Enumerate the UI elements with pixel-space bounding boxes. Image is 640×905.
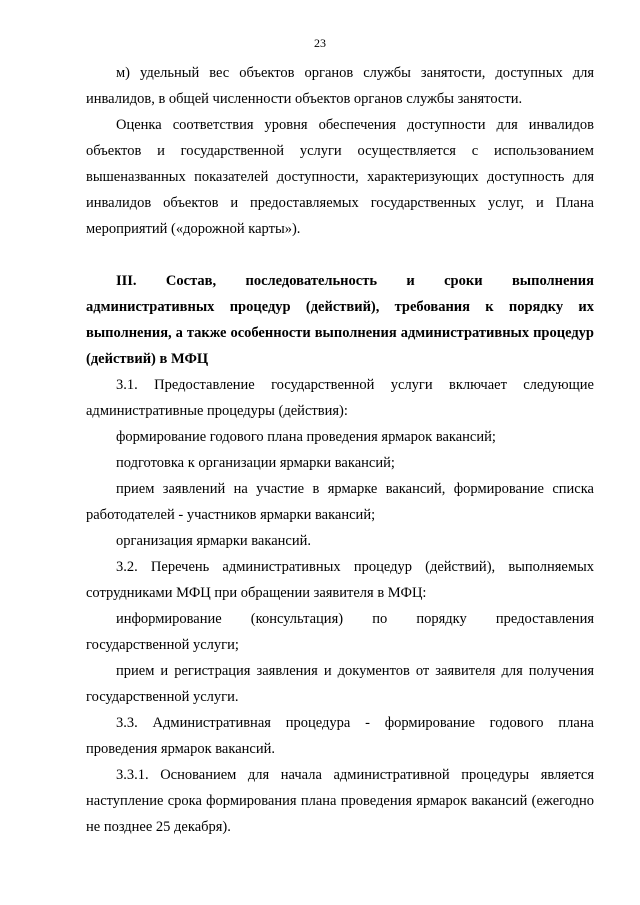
list-item-preparation: подготовка к организации ярмарки вакансий; [116,455,395,471]
paragraph-3-2: 3.2. Перечень административных процедур (действий), выполняемых сотрудниками МФЦ при обращении заявителя в МФЦ: [86,559,594,601]
list-item-applications: прием заявлений на участие в ярмарке вакансий, формирование списка работодателей - участников ярмарки вакансий; [86,481,594,523]
paragraph-accessibility-assessment: Оценка соответствия уровня обеспечения доступности для инвалидов объектов и государственной услуги осуществляется с использованием вышеназванных показателей доступности, характеризующих доступность для инвалидов объектов и предоставляемых государственных услуг, и Плана мероприятий («дорожной карты»). [86,117,594,237]
list-item-annual-plan: формирование годового плана проведения ярмарок вакансий; [116,429,496,445]
document-body [86,60,594,840]
paragraph-3-3-1: 3.3.1. Основанием для начала административной процедуры является наступление срока формирования плана проведения ярмарок вакансий (ежегодно не позднее 25 декабря). [86,767,594,835]
paragraph-3-3: 3.3. Административная процедура - формирование годового плана проведения ярмарок вакансий. [86,715,594,757]
section-heading: III. Состав, последовательность и сроки выполнения административных процедур (действий), требования к порядку их выполнения, а также особенности выполнения административных процедур (действий) в МФЦ [86,273,594,367]
list-item-registration: прием и регистрация заявления и документов от заявителя для получения государственной услуги. [86,663,594,705]
page-number: 23 [314,36,326,50]
list-item-organization: организация ярмарки вакансий. [116,533,311,549]
list-item-informing: информирование (консультация) по порядку предоставления государственной услуги; [86,611,594,653]
paragraph-item-m: м) удельный вес объектов органов службы занятости, доступных для инвалидов, в общей численности объектов органов службы занятости. [86,65,594,107]
blank-line [86,242,594,268]
paragraph-3-1: 3.1. Предоставление государственной услуги включает следующие административные процедуры (действия): [86,377,594,419]
